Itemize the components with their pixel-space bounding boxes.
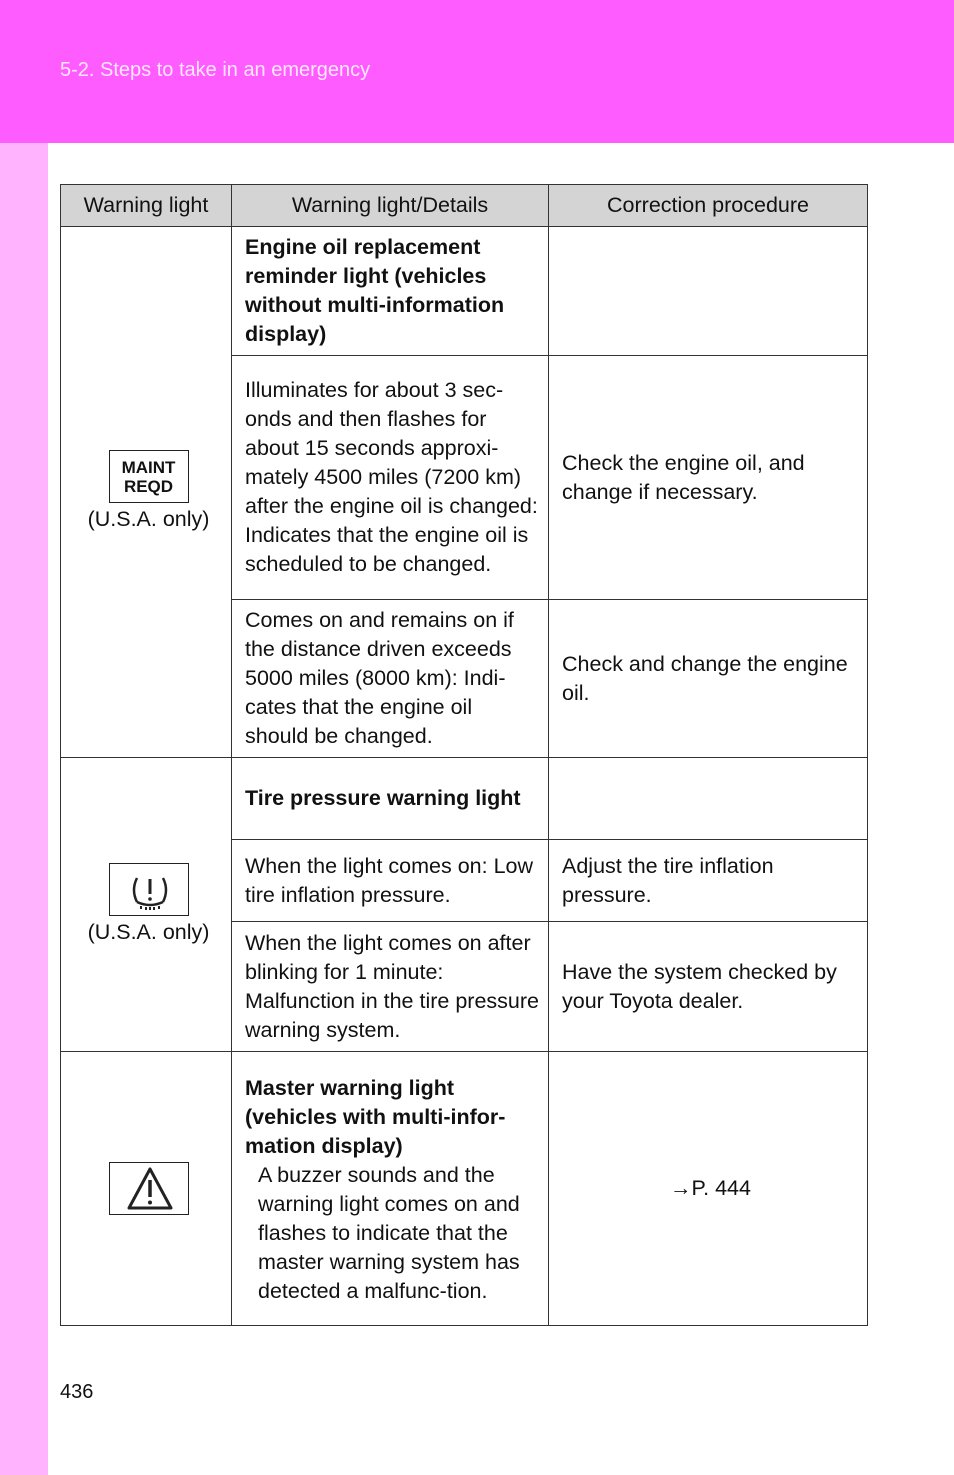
section-title: 5-2. Steps to take in an emergency [60,59,371,81]
tire-title-correction [549,758,868,840]
maint-correction-2: Check and change the engine oil. [549,600,868,758]
maint-correction-1: Check the engine oil, and change if necessary. [549,356,868,600]
maint-detail-2: Comes on and remains on if the distance driven exceeds 5000 miles (8000 km): Indi-cates that the engine oil should be changed. [232,600,549,758]
page-header [0,0,954,143]
side-stripe [0,143,48,1475]
tire-light-cell [61,758,232,1052]
page-number: 436 [60,1381,94,1403]
maint-title-correction [549,227,868,356]
master-cell [232,1052,549,1326]
table-row [61,758,868,840]
maint-title: Engine oil replacement reminder light (vehicles without multi-information display) [232,227,549,356]
table-row [61,227,868,356]
tire-detail-2: When the light comes on after blinking for 1 minute: Malfunction in the tire pressure warning system. [232,922,549,1052]
column-header-correction: Correction procedure [549,185,868,227]
maint-light-cell [61,227,232,758]
maint-reqd-icon: MAINT REQD [109,450,189,503]
tire-detail-1: When the light comes on: Low tire inflation pressure. [232,840,549,922]
column-header-warning-light: Warning light [61,185,232,227]
master-warning-icon [109,1162,189,1215]
master-light-cell [61,1052,232,1326]
table-header-row [61,185,868,227]
column-header-details: Warning light/Details [232,185,549,227]
table-row [61,1052,868,1326]
tire-caption: (U.S.A. only) [87,919,210,944]
master-detail: A buzzer sounds and the warning light comes on and flashes to indicate that the master warning system has detected a malfunc-tion. [258,1162,520,1303]
master-title: Master warning light (vehicles with multi-infor-mation display) [245,1075,506,1158]
maint-detail-1: Illuminates for about 3 sec-onds and then flashes for about 15 seconds approxi-mately 4500 miles (7200 km) after the engine oil is changed: Indicates that the engine oil is scheduled to be changed. [232,356,549,600]
tire-title: Tire pressure warning light [232,758,549,840]
maint-caption: (U.S.A. only) [87,507,210,531]
tire-correction-2: Have the system checked by your Toyota dealer. [549,922,868,1052]
tire-pressure-icon [109,863,189,916]
warning-lights-table [60,184,868,1326]
tire-correction-1: Adjust the tire inflation pressure. [549,840,868,922]
master-correction: →P. 444 [549,1052,868,1326]
